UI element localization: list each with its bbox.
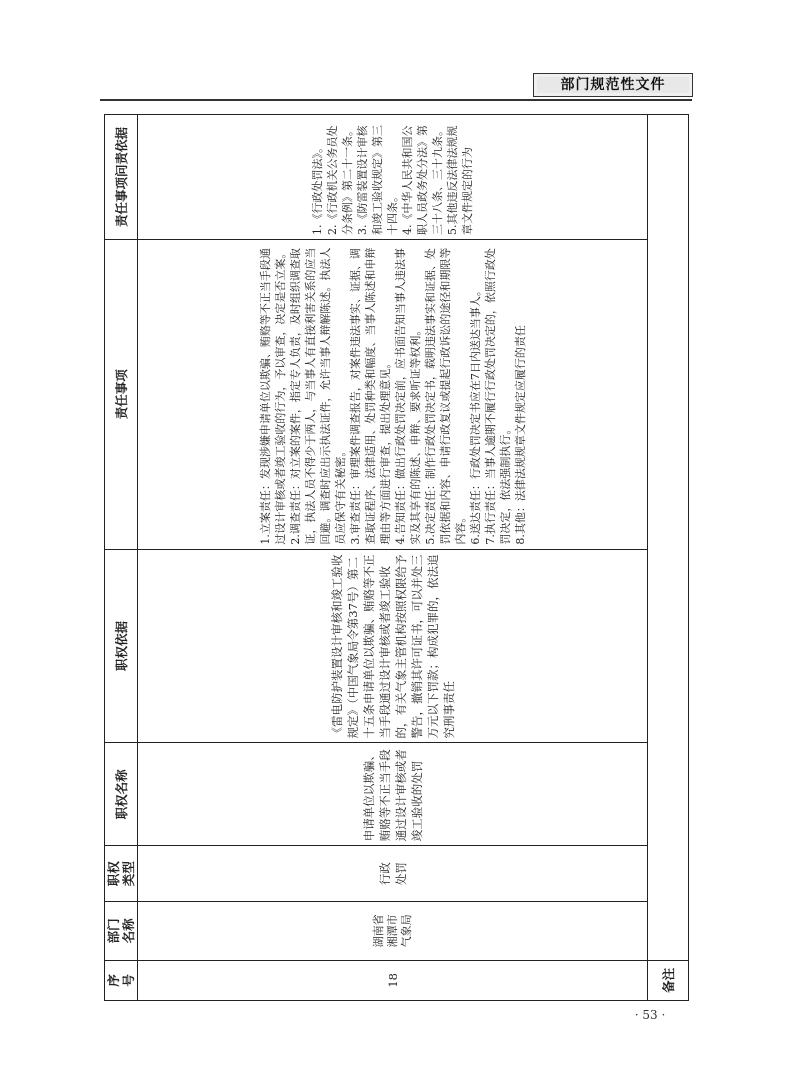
accountability-item: 1.《行政处罚法》。 (311, 141, 324, 235)
duty-item: 4.告知责任：做出行政处罚决定前，应书面告知当事人违法事实及其享有的陈述、申辩、要求听证等权利。 (393, 248, 422, 545)
cell-dept: 湖南省 湘潭市 气象局 (138, 902, 648, 961)
rotated-table-container (104, 114, 688, 1001)
cell-accountability (138, 115, 648, 240)
remarks-row (648, 115, 689, 1001)
duty-item: 1.立案责任：发现涉嫌申请单位以欺骗、贿赂等不正当手段通过设计审核或者竣工验收的行为，予以审查，决定是否立案。 (258, 247, 287, 545)
page-number: · 53 · (634, 1008, 666, 1022)
header-remarks: 备注 (648, 960, 689, 1000)
table-row (138, 115, 648, 1001)
accountability-item: 3.《防雷装置设计审核和竣工验收规定》第三十四条。 (356, 124, 399, 235)
header-type: 职权 类型 (105, 846, 138, 902)
header-basis: 职权依据 (105, 549, 138, 743)
header-duties: 责任事项 (105, 239, 138, 549)
accountability-item: 5.其他违反法律法规规章文件规定的行为 (446, 125, 474, 235)
cell-type: 行政 处罚 (138, 846, 648, 902)
accountability-item: 2.《行政机关公务员处分条例》第二十一条。 (326, 124, 354, 235)
cell-basis: 《雷电防护装置设计审核和竣工验收规定》（中国气象局令第37号）第二十五条申请单位以欺骗、贿赂等不正当手段通过设计审核或者竣工验收的，有关气象主管机构按照权限给予警告，撤销其许可证书，可以并处三万元以下罚款；构成犯罪的，依法追究刑事责任 (138, 549, 648, 743)
duty-item: 6.送达责任：行政处罚决定书应在7日内送达当事人。 (468, 285, 482, 545)
document-type-label: 部门规范性文件 (560, 77, 666, 93)
accountability-item: 4.《中华人民共和国公职人员政务处分法》第三十八条、三十九条。 (401, 124, 444, 235)
header-dept: 部门 名称 (105, 902, 138, 961)
cell-name: 申请单位以欺骗、贿赂等不正当手段通过设计审核或者竣工验收的处罚 (138, 743, 648, 846)
header-seq: 序 号 (105, 960, 138, 1000)
duty-item: 8.其他：法律法规规章文件规定应履行的责任 (513, 325, 527, 545)
header-rule (100, 99, 692, 101)
cell-remarks (648, 115, 689, 961)
powers-responsibility-table (104, 114, 689, 1001)
duty-item: 2.调查责任：对立案的案件，指定专人负责，及时组织调查取证，执法人员不得少于两人，与当事人有直接利害关系的应当回避。调查时应出示执法证件，允许当事人辩解陈述。执法人员应保守有关秘密。 (288, 247, 347, 545)
table-header-row (105, 115, 138, 1001)
duty-item: 7.执行责任：当事人逾期不履行行政处罚决定的，依照行政处罚决定，依法强制执行。 (483, 248, 512, 545)
cell-duties (138, 239, 648, 549)
duty-item: 3.审查责任：审理案件调查报告，对案件违法事实、证据、调查取证程序、法律适用、处罚种类和幅度、当事人陈述和申辩理由等方面进行审查，提出处理意见。 (348, 247, 392, 545)
header-name: 职权名称 (105, 743, 138, 846)
duty-item: 5.决定责任：制作行政处罚决定书，载明违法事实和证据、处罚依据和内容、申请行政复议或提起行政诉讼的途径和期限等内容。 (423, 247, 467, 545)
cell-seq: 18 (138, 960, 648, 1000)
header-accountability: 责任事项问责依据 (105, 115, 138, 240)
document-type-banner (533, 73, 693, 97)
